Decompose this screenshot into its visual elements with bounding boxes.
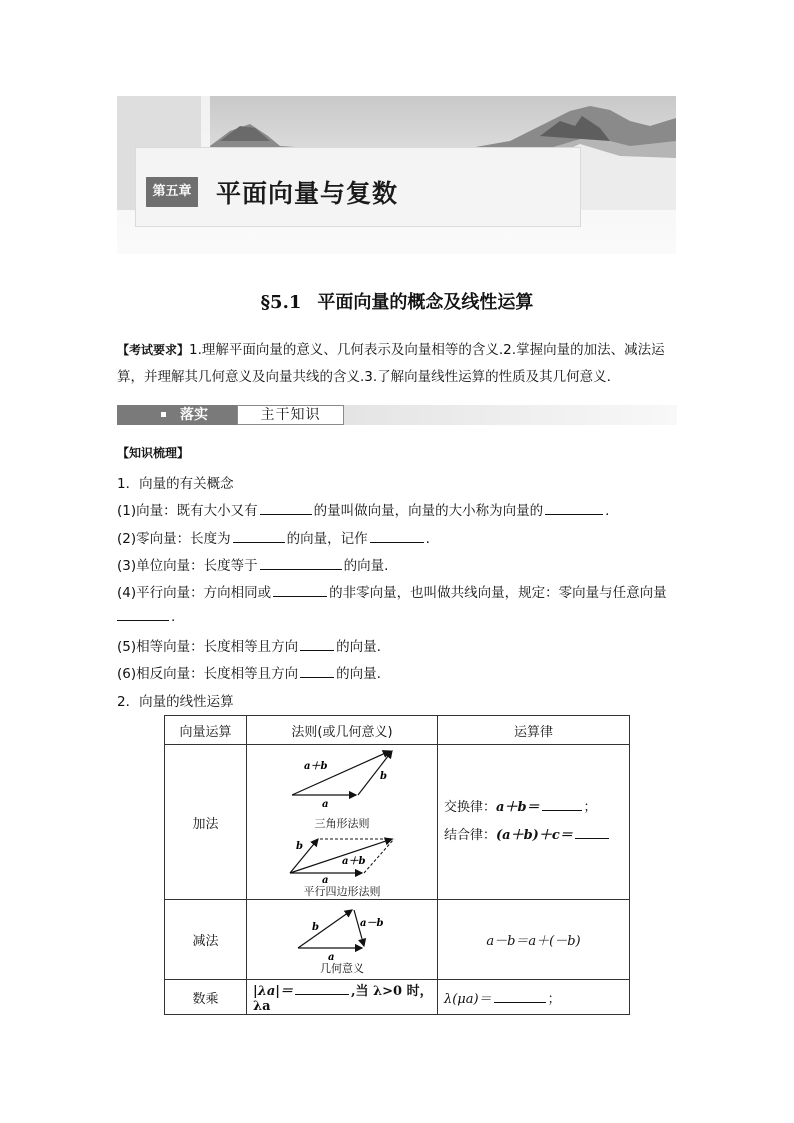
knowledge-tag: 【知识梳理】 [117,446,190,460]
concept-equal-vector [117,635,381,655]
fill-blank[interactable] [545,502,603,515]
text: (3)单位向量：长度等于 [117,558,258,574]
label-b: b [312,921,319,933]
subtraction-geometry-figure [292,904,392,960]
label-b: b [380,771,387,782]
triangle-rule-figure [282,745,402,815]
header-rule: 法则(或几何意义) [247,716,438,745]
concept-parallel-vector [117,581,667,601]
text: (5)相等向量：长度相等且方向 [117,639,299,655]
exam-line-1 [117,337,677,364]
header-law: 运算律 [438,716,630,745]
text: (4)平行向量：方向相同或 [117,585,272,601]
text: ； [547,991,561,1007]
label-a-plus-b: a＋b [304,761,328,772]
concept-opposite-vector [117,662,381,682]
heading-1: 1．向量的有关概念 [117,476,234,492]
vector-b [298,910,352,948]
exam-text-1: 1.理解平面向量的意义、几何表示及向量相等的含义.2.掌握向量的加法、减法运 [189,342,665,358]
concept-unit-vector [117,554,388,574]
fill-blank[interactable] [370,530,424,543]
header-operation: 向量运算 [165,716,247,745]
section-title: 平面向量的概念及线性运算 [317,292,534,313]
vector-a-plus-b [290,839,392,873]
section-number: §5.1 [260,292,302,313]
label-a-plus-b: a＋b [342,856,366,867]
fill-blank[interactable] [260,557,342,570]
label-a-minus-b: a－b [360,917,384,929]
text: . [425,531,430,547]
table-header-row [165,716,630,745]
caption-geometric-meaning: 几何意义 [320,961,364,975]
label-b: b [296,841,303,852]
row-name-addition: 加法 [165,745,247,900]
addition-figures [247,745,438,900]
caption-triangle: 三角形法则 [314,817,370,830]
row-name-scalar: 数乘 [165,980,247,1015]
text: 的向量. [336,666,381,682]
scalar-law [438,980,630,1015]
fill-blank[interactable] [273,584,327,597]
parallelogram-rule-figure [282,833,402,883]
text: . [171,609,176,625]
concept-vector [117,499,609,519]
text: (2)零向量：长度为 [117,531,231,547]
label-a: a [322,875,329,883]
caption-parallelogram: 平行四边形法则 [303,885,381,898]
text: 的量叫做向量，向量的大小称为向量的 [313,503,544,519]
heading-2: 2．向量的线性运算 [117,694,234,710]
exam-requirements [117,337,677,391]
chapter-title: 平面向量与复数 [216,179,399,208]
section-heading [0,288,794,314]
row-name-subtraction: 减法 [165,900,247,980]
fill-blank[interactable] [233,530,285,543]
square-bullet-icon [161,412,166,417]
fill-blank[interactable] [494,990,546,1003]
text: (6)相反向量：长度相等且方向 [117,666,299,682]
text: 的向量. [343,558,389,574]
table-row-addition [165,745,630,900]
subtraction-figure [247,900,438,980]
exam-tag: 【考试要求】 [117,343,190,357]
text: . [605,503,610,519]
expr: |λa|＝ [253,984,293,999]
table-row-scalar [165,980,630,1015]
label-a: a [322,799,329,810]
exam-text-2: 算，并理解其几何意义及向量共线的含义.3.了解向量线性运算的性质及其几何意义. [117,369,611,385]
associative-law [444,822,629,850]
table-row-subtraction [165,900,630,980]
fill-blank[interactable] [300,638,334,651]
text: (1)向量：既有大小又有 [117,503,258,519]
text: 的向量，记作 [286,531,368,547]
dashed-side [364,839,394,873]
concept-zero-vector [117,527,430,547]
fill-blank[interactable] [542,798,582,811]
label-a: a [328,951,335,960]
fill-blank[interactable] [300,665,334,678]
scalar-rule [247,980,438,1015]
expr: (a＋b)＋c＝ [496,828,573,843]
band-left-label: 落实 [180,407,208,423]
label: 结合律： [444,828,497,843]
fill-blank[interactable] [260,502,312,515]
addition-laws [438,745,630,900]
text: 的向量. [336,639,381,655]
text: 的非零向量，也叫做共线向量，规定：零向量与任意向量 [329,585,667,601]
commutative-law [444,794,629,822]
fill-blank[interactable] [117,608,169,621]
band-label-light: 主干知识 [237,405,344,425]
concept-parallel-vector-cont [117,608,175,625]
expr: λ(μa)＝ [444,991,492,1007]
band-label-dark [117,405,237,425]
label: 交换律： [444,800,497,815]
text: ； [583,800,597,815]
fill-blank[interactable] [295,982,349,995]
chapter-badge: 第五章 [146,177,198,207]
subtraction-law: a－b＝a＋(－b) [438,900,630,980]
fill-blank[interactable] [575,826,609,839]
expr: ,当 λ>0 时，λa [253,984,433,1014]
expr: a＋b＝ [496,800,540,815]
linear-operations-table [164,715,630,1015]
